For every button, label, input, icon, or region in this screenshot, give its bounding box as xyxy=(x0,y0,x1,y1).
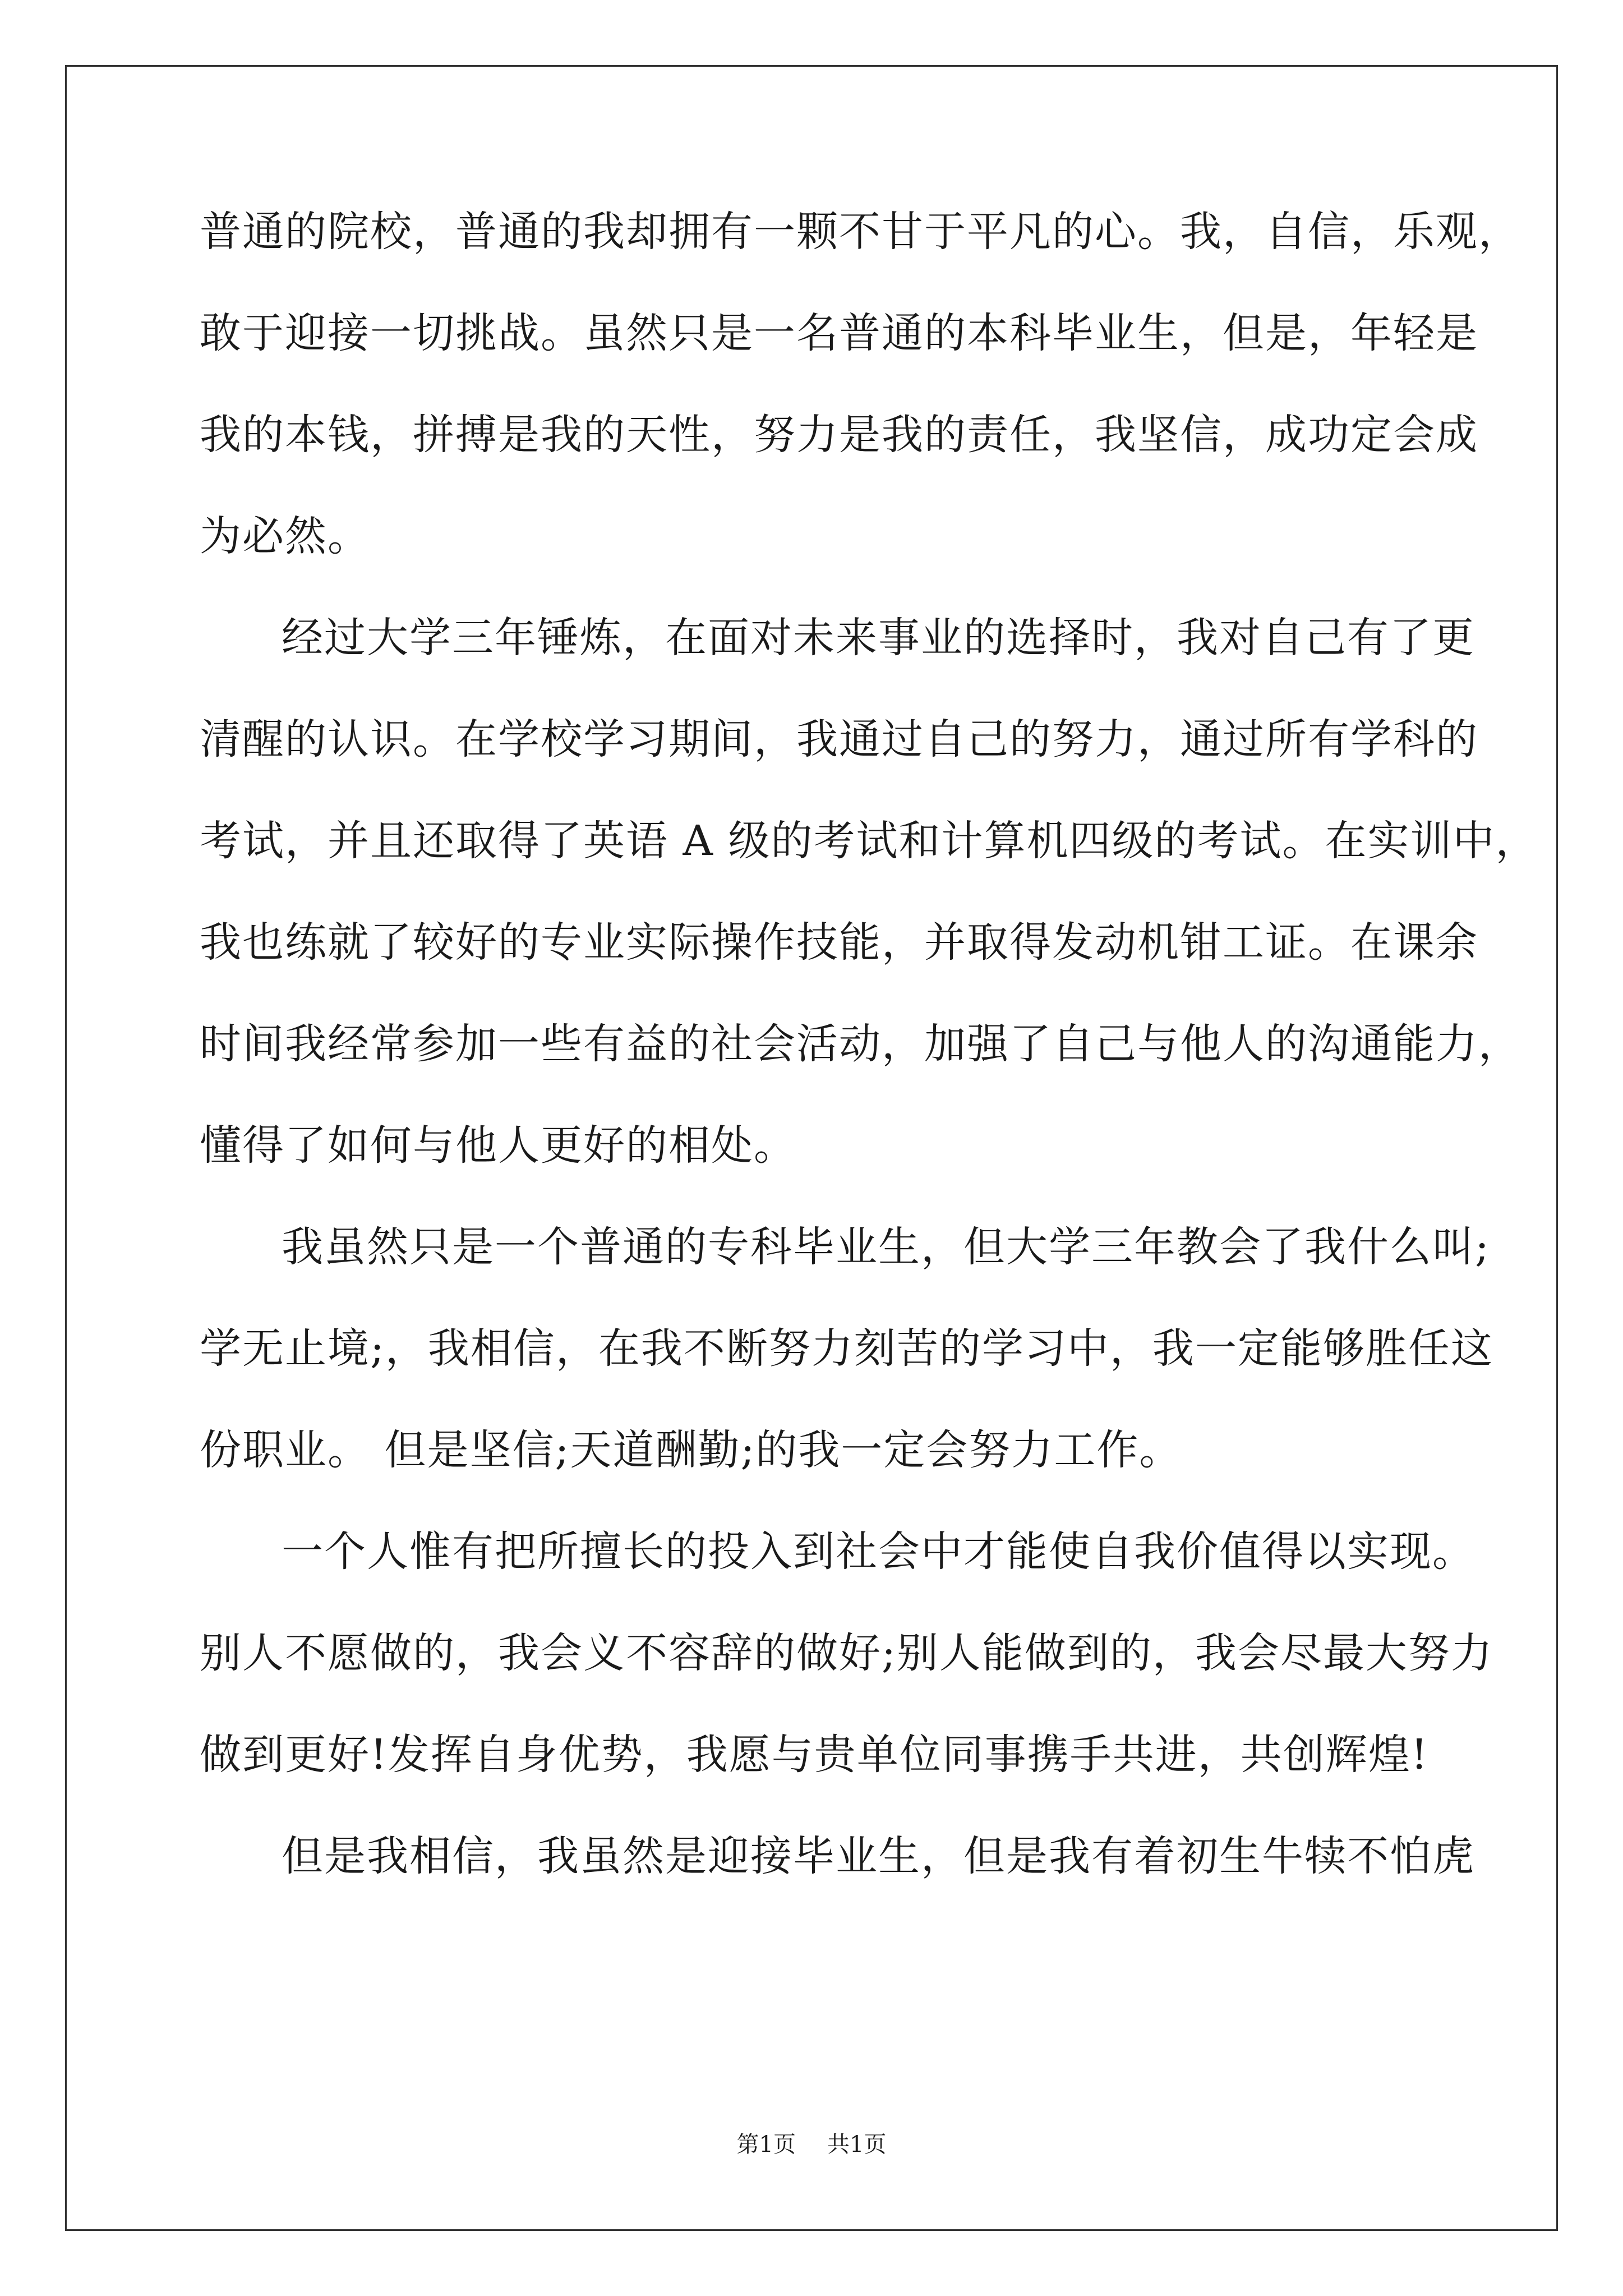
text-line: 做到更好!发挥自身优势，我愿与贵单位同事携手共进，共创辉煌! xyxy=(200,1731,1429,1779)
text-line: 我也练就了较好的专业实际操作技能，并取得发动机钳工证。在课余 xyxy=(200,918,1478,967)
paragraph-first-line: 经过大学三年锤炼，在面对未来事业的选择时，我对自己有了更 xyxy=(282,614,1475,662)
paragraph-first-line: 一个人惟有把所擅长的投入到社会中才能使自我价值得以实现。 xyxy=(282,1527,1475,1576)
text-line: 我的本钱，拼搏是我的天性，努力是我的责任，我坚信，成功定会成 xyxy=(200,411,1478,459)
text-line: 懂得了如何与他人更好的相处。 xyxy=(200,1121,796,1170)
text-line: 时间我经常参加一些有益的社会活动，加强了自己与他人的沟通能力， xyxy=(200,1020,1521,1068)
page-total: 共1页 xyxy=(827,2132,887,2157)
text-line: 学无止境;，我相信，在我不断努力刻苦的学习中，我一定能够胜任这 xyxy=(200,1324,1493,1373)
text-line: 别人不愿做的，我会义不容辞的做好;别人能做到的，我会尽最大努力 xyxy=(200,1629,1493,1677)
text-line: 普通的院校，普通的我却拥有一颗不甘于平凡的心。我，自信，乐观， xyxy=(200,208,1521,256)
paragraph-first-line: 但是我相信，我虽然是迎接毕业生，但是我有着初生牛犊不怕虎 xyxy=(282,1832,1475,1880)
text-line: 份职业。 但是坚信;天道酬勤;的我一定会努力工作。 xyxy=(200,1426,1182,1474)
text-line: 敢于迎接一切挑战。虽然只是一名普通的本科毕业生，但是，年轻是 xyxy=(200,309,1478,357)
text-line: 清醒的认识。在学校学习期间，我通过自己的努力，通过所有学科的 xyxy=(200,715,1478,763)
paragraph-first-line: 我虽然只是一个普通的专科毕业生，但大学三年教会了我什么叫; xyxy=(282,1223,1490,1271)
page-footer xyxy=(0,2128,1623,2161)
page-number: 第1页 xyxy=(736,2132,796,2157)
text-line: 考试，并且还取得了英语 A 级的考试和计算机四级的考试。在实训中， xyxy=(200,817,1538,865)
text-line: 为必然。 xyxy=(200,512,370,560)
